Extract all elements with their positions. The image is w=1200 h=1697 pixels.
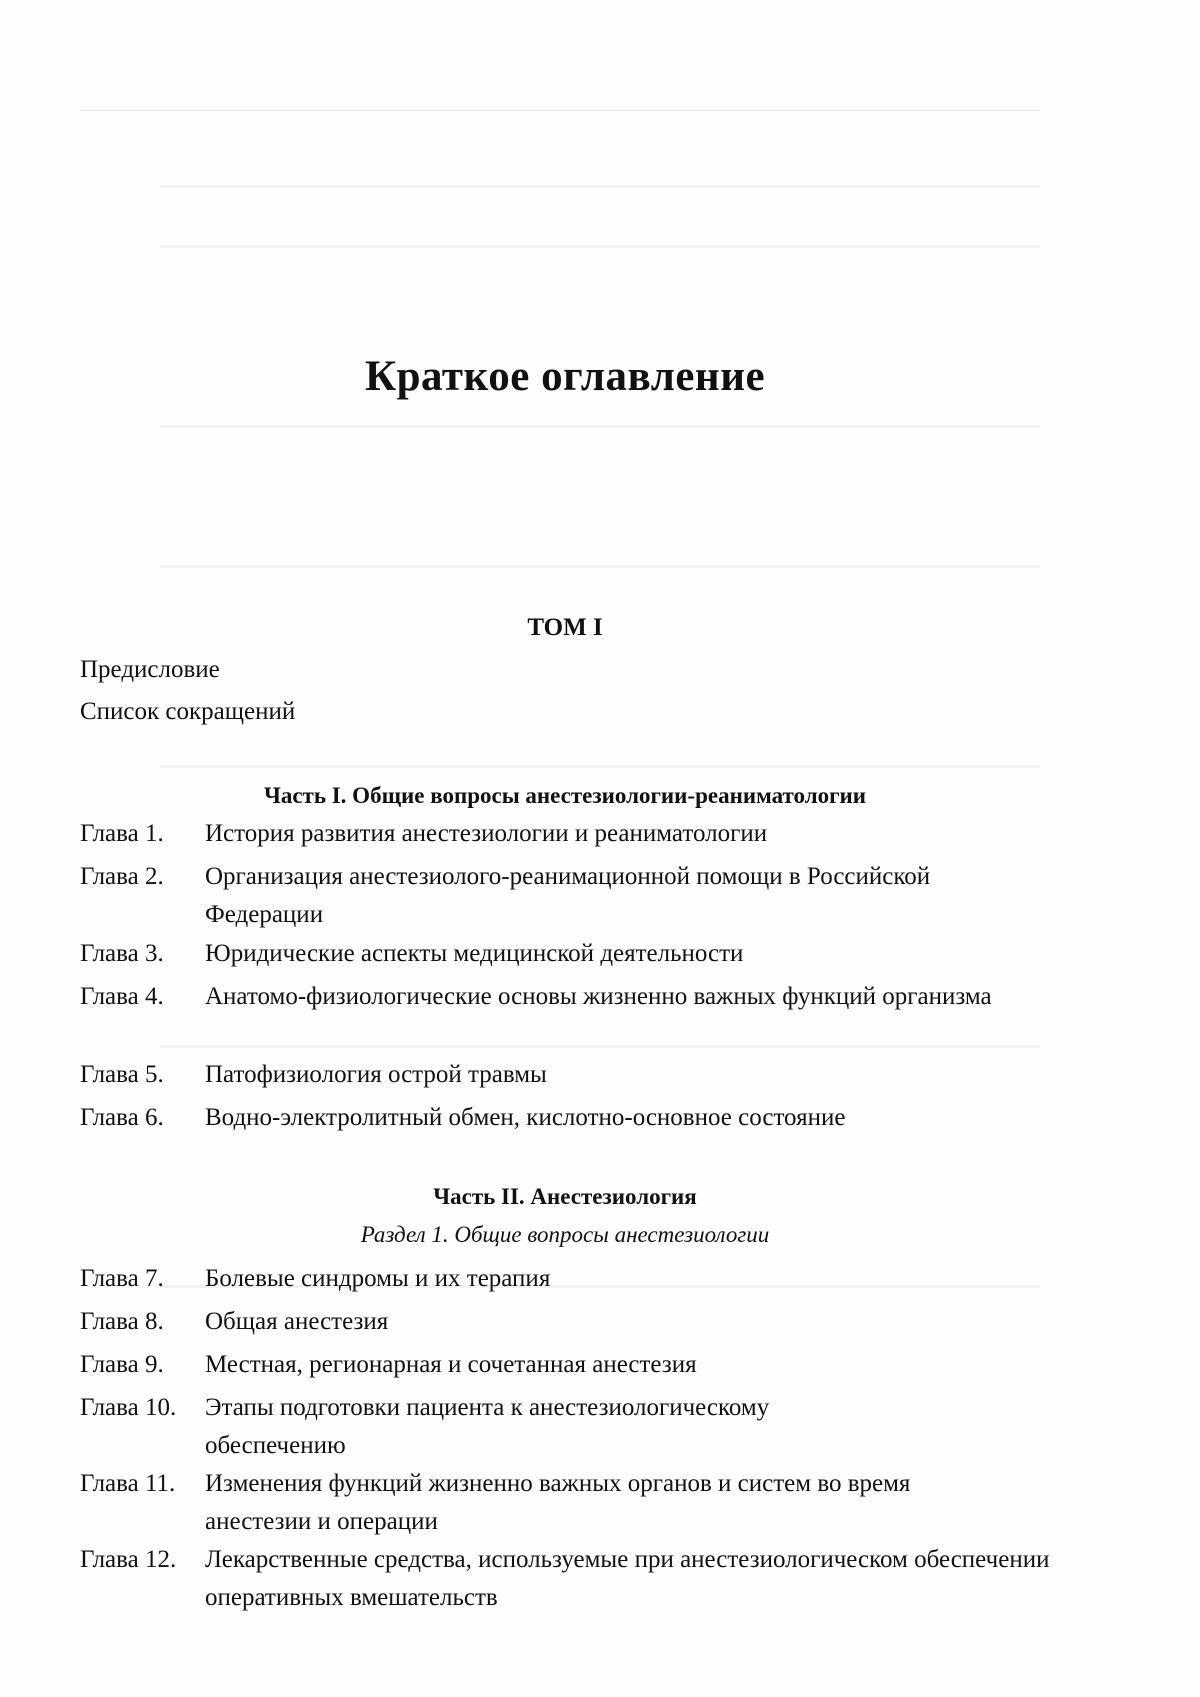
toc-entry-chapter-8 (80, 1303, 1060, 1341)
chapter-number: Глава 11. (80, 1470, 176, 1497)
toc-entry-chapter-10 (80, 1389, 1060, 1465)
chapter-title: Общая анестезия (205, 1308, 389, 1335)
chapter-title: Этапы подготовки пациента к анестезиологическому обеспечению (205, 1394, 770, 1459)
chapter-title: Болевые синдромы и их терапия (205, 1265, 551, 1292)
chapter-number: Глава 2. (80, 863, 164, 890)
chapter-title: Местная, регионарная и сочетанная анестезия (205, 1351, 697, 1378)
toc-entry-chapter-9 (80, 1346, 1060, 1384)
bleed-through-line (160, 425, 1040, 428)
part-heading: Часть I. Общие вопросы анестезиологии-реаниматологии (263, 783, 867, 808)
front-matter-abbreviations: Список сокращений (80, 698, 296, 725)
chapter-number: Глава 3. (80, 940, 164, 967)
section-heading: Раздел 1. Общие вопросы анестезиологии (360, 1222, 770, 1247)
chapter-number: Глава 12. (80, 1546, 177, 1573)
toc-entry-chapter-12 (80, 1541, 1060, 1617)
chapter-number: Глава 9. (80, 1351, 164, 1378)
bleed-through-line (160, 1045, 1040, 1048)
chapter-title: Изменения функций жизненно важных органов и систем во время анестезии и операции (205, 1470, 911, 1535)
chapter-number: Глава 7. (80, 1265, 164, 1292)
toc-entry-chapter-4 (80, 978, 1060, 1016)
toc-entry-chapter-2 (80, 858, 1060, 934)
toc-entry-chapter-5 (80, 1056, 1060, 1094)
chapter-title: История развития анестезиологии и реаниматологии (205, 820, 768, 847)
header-rule (80, 110, 1040, 111)
toc-entry-chapter-1 (80, 815, 1060, 853)
page-title: Краткое оглавление (364, 352, 766, 400)
chapter-number: Глава 8. (80, 1308, 164, 1335)
chapter-title: Организация анестезиолого-реанимационной помощи в Российской Федерации (205, 863, 931, 928)
chapter-title: Юридические аспекты медицинской деятельности (205, 940, 744, 967)
chapter-title: Анатомо-физиологические основы жизненно важных функций организма (205, 983, 992, 1010)
toc-entry-chapter-11 (80, 1465, 1060, 1541)
toc-entry-chapter-3 (80, 935, 1060, 973)
volume-title: ТОМ I (527, 614, 603, 641)
toc-entry-chapter-7 (80, 1260, 1060, 1298)
bleed-through-line (160, 565, 1040, 568)
chapter-title: Водно-электролитный обмен, кислотно-основное состояние (205, 1104, 846, 1131)
chapter-number: Глава 4. (80, 983, 164, 1010)
chapter-title: Лекарственные средства, используемые при анестезиологическом обеспечении оперативных вмешательств (205, 1546, 1050, 1611)
part-heading: Часть II. Анестезиология (433, 1184, 697, 1209)
bleed-through-line (160, 185, 1040, 188)
chapter-number: Глава 10. (80, 1394, 177, 1421)
bleed-through-line (160, 245, 1040, 248)
bleed-through-line (160, 765, 1040, 768)
chapter-number: Глава 5. (80, 1061, 164, 1088)
chapter-number: Глава 1. (80, 820, 164, 847)
chapter-number: Глава 6. (80, 1104, 164, 1131)
toc-entry-chapter-6 (80, 1099, 1060, 1137)
chapter-title: Патофизиология острой травмы (205, 1061, 547, 1088)
front-matter-preface: Предисловие (80, 656, 220, 683)
